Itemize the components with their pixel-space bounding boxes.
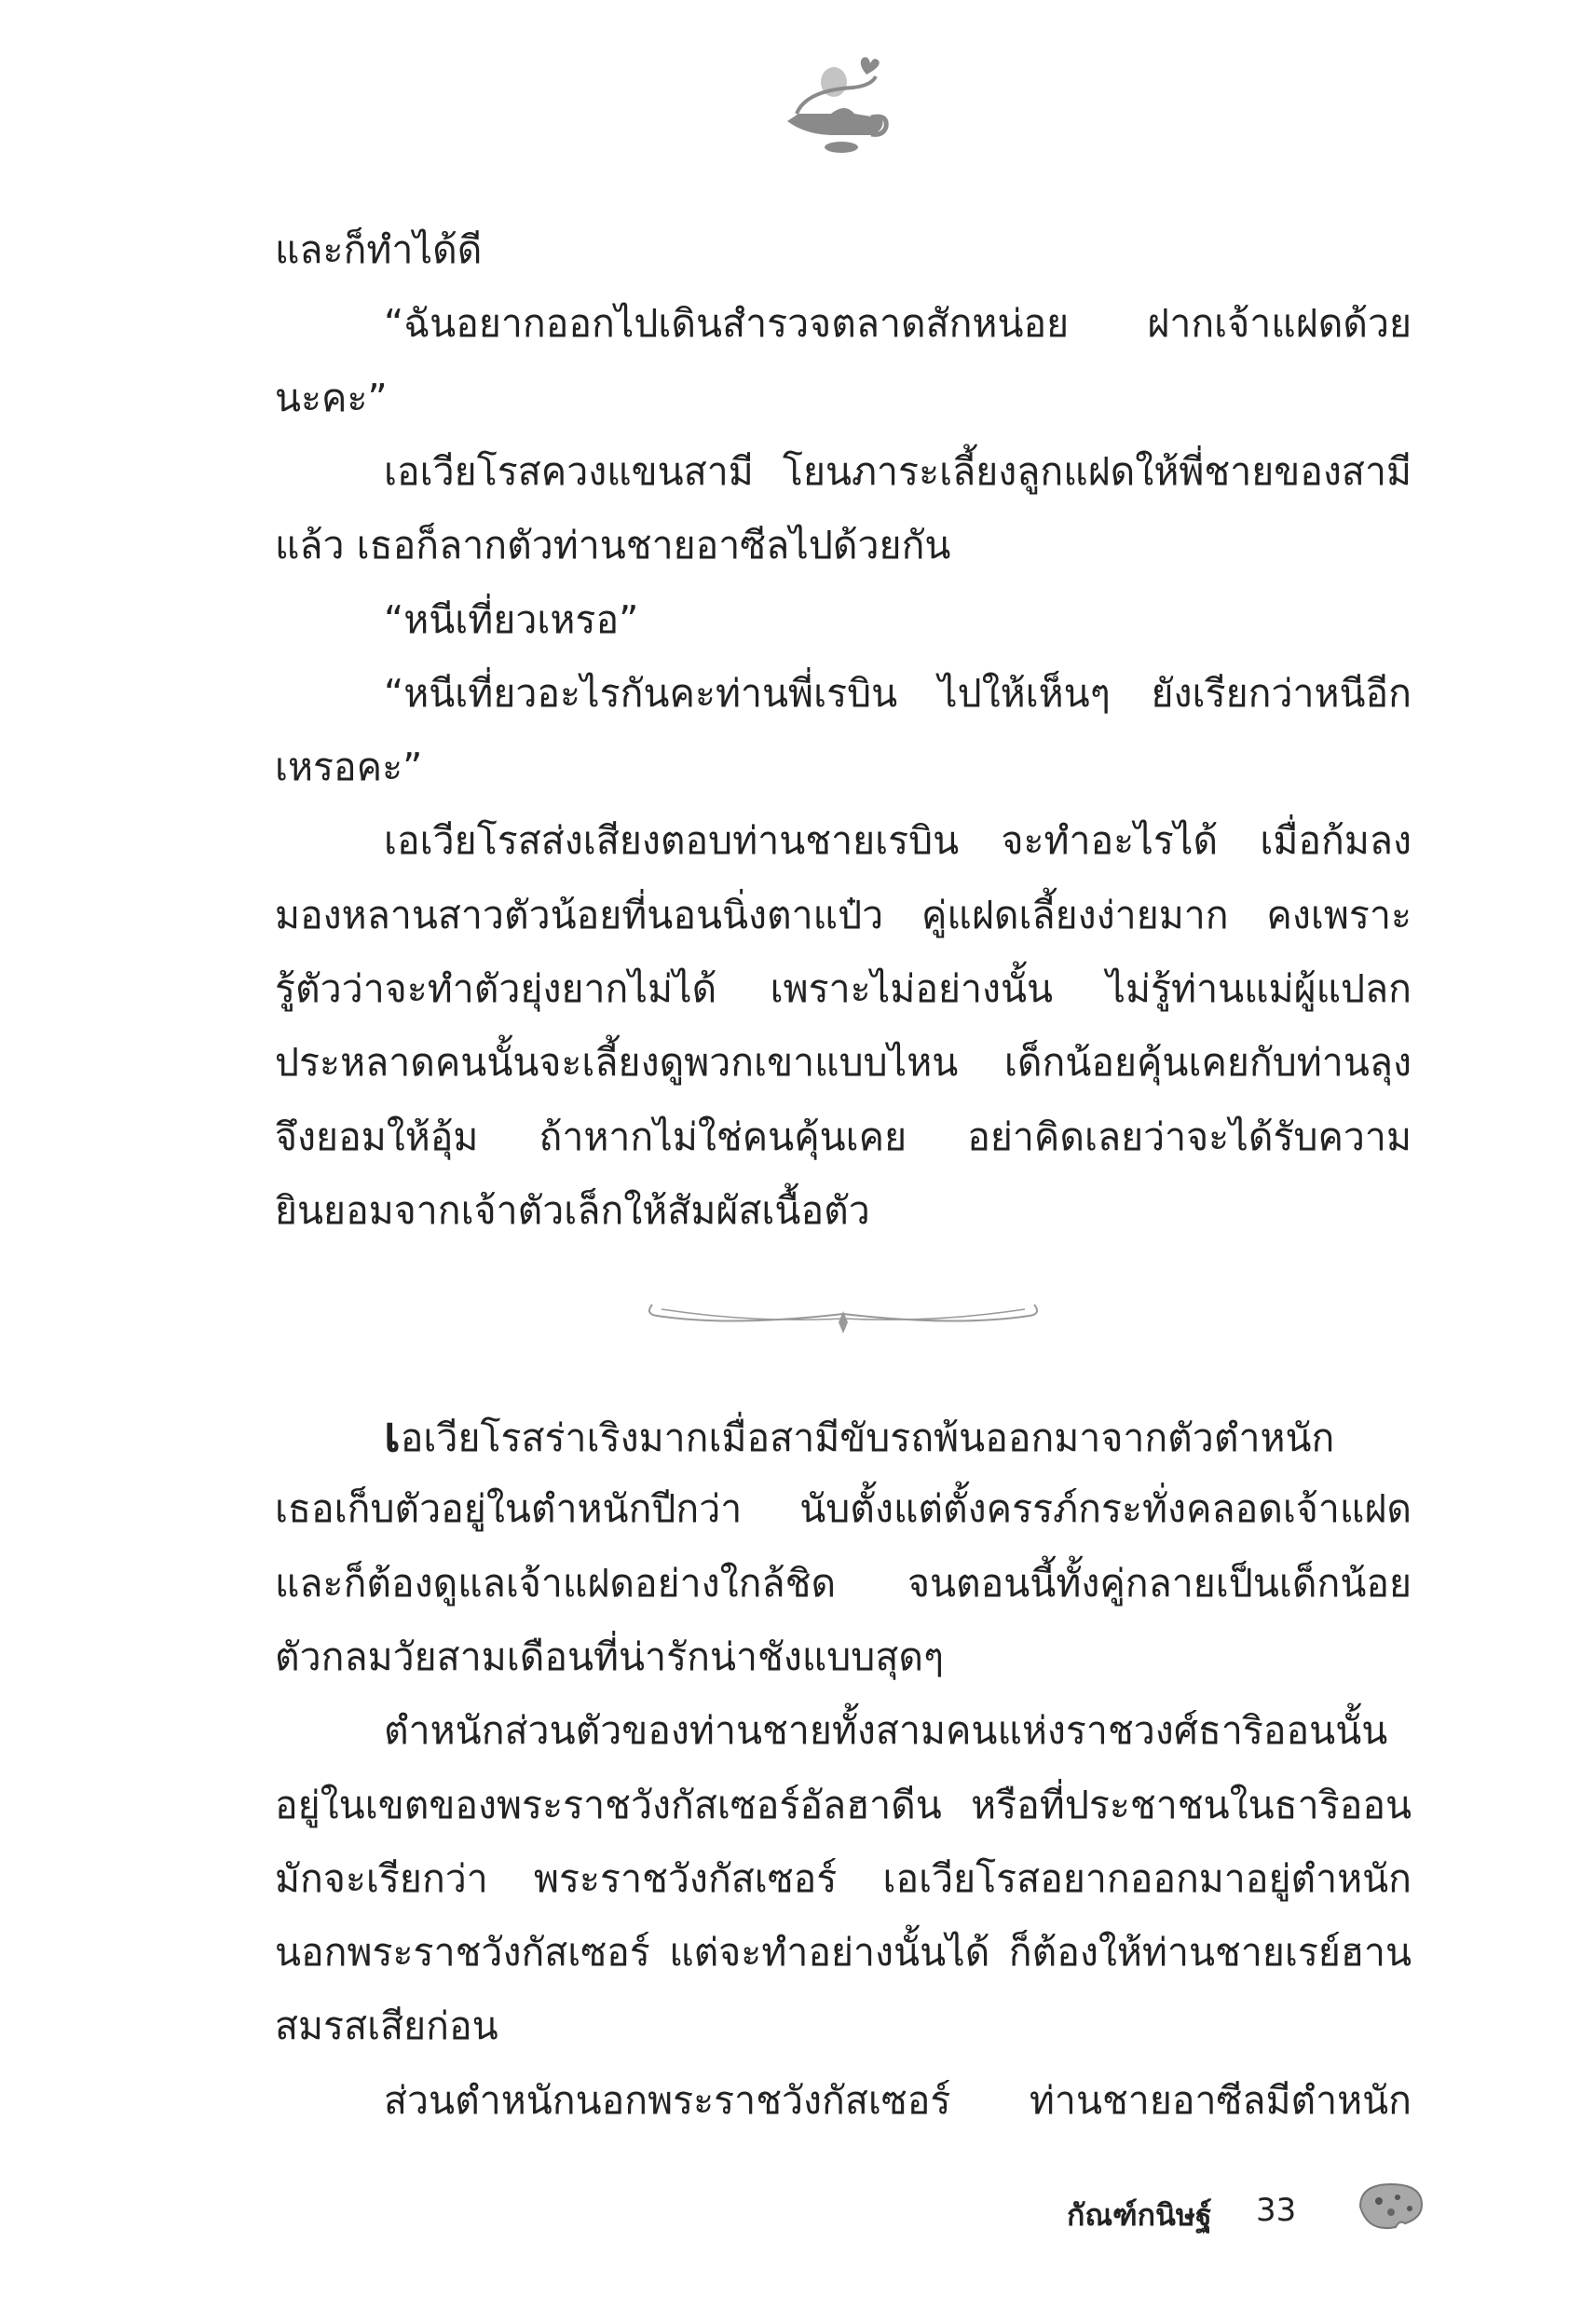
text-line (384, 813, 1412, 868)
text-line (275, 1109, 1412, 1165)
text-line (275, 1481, 1412, 1537)
text-line-content: และก็ทำได้ดี (275, 227, 483, 272)
text-line-content: ส่วนตำหนักนอกพระราชวังกัสเซอร์ ท่านชายอาซีลมีตำหนัก (384, 2077, 1412, 2123)
text-line (275, 1851, 1412, 1907)
text-line-content: มองหลานสาวตัวน้อยที่นอนนิ่งตาแป๋ว คู่แฝดเลี้ยงง่ายมาก คงเพราะ (275, 892, 1412, 937)
text-line (275, 1629, 1412, 1685)
text-line-content: นะคะ” (275, 375, 388, 420)
text-line-content: นอกพระราชวังกัสเซอร์ แต่จะทำอย่างนั้นได้ ก็ต้องให้ท่านชายเรย์ฮาน (275, 1930, 1412, 1976)
text-line (275, 370, 1412, 426)
text-line-content: เอเวียโรสควงแขนสามี โยนภาระเลี้ยงลูกแฝดให้พี่ชายของสามี (384, 448, 1412, 494)
text-line-content: มักจะเรียกว่า พระราชวังกัสเซอร์ เอเวียโรสอยากออกมาอยู่ตำหนัก (275, 1855, 1412, 1901)
text-line (275, 517, 1412, 573)
text-line-content: รู้ตัวว่าจะทำตัวยุ่งยากไม่ได้ เพราะไม่อย่างนั้น ไม่รู้ท่านแม่ผู้แปลก (275, 966, 1412, 1011)
text-line (384, 444, 1412, 499)
text-line (275, 1777, 1412, 1833)
text-line-content: แล้ว เธอก็ลากตัวท่านชายอาซีลไปด้วยกัน (275, 523, 951, 568)
text-line-content: ตัวกลมวัยสามเดือนที่น่ารักน่าชังแบบสุดๆ (275, 1634, 945, 1679)
text-line (384, 665, 1412, 721)
text-line (384, 592, 1412, 648)
text-line (275, 1998, 1412, 2054)
text-line (275, 1034, 1412, 1090)
cookie-icon (1356, 2181, 1425, 2232)
text-line-content: “หนีเที่ยวเหรอ” (384, 596, 639, 642)
text-line (275, 887, 1412, 943)
text-line-content: จึงยอมให้อุ้ม ถ้าหากไม่ใช่คนคุ้นเคย อย่าคิดเลยว่าจะได้รับความ (275, 1114, 1412, 1159)
text-line (275, 961, 1412, 1017)
text-line-content: เหรอคะ” (275, 745, 423, 790)
footer-author-name: กัณฑ์กนิษฐ์ (1067, 2197, 1212, 2233)
text-line (384, 1702, 1412, 1758)
text-line-content: อยู่ในเขตของพระราชวังกัสเซอร์อัลฮาดีน หรือที่ประชาชนในธาริออน (275, 1782, 1412, 1827)
text-line-content: ประหลาดคนนั้นจะเลี้ยงดูพวกเขาแบบไหน เด็กน้อยคุ้นเคยกับท่านลุง (275, 1040, 1412, 1086)
text-line (275, 1924, 1412, 1980)
text-line (384, 2072, 1412, 2128)
cupid-lamp-ornament-icon (778, 56, 899, 158)
text-line (275, 1183, 1412, 1238)
text-line-content: และก็ต้องดูแลเจ้าแฝดอย่างใกล้ชิด จนตอนนี้ทั้งคู่กลายเป็นเด็กน้อย (275, 1560, 1412, 1606)
text-line-content: สมรสเสียก่อน (275, 2003, 498, 2049)
text-line-content: เอเวียโรสส่งเสียงตอบท่านชายเรบิน จะทำอะไรได้ เมื่อก้มลง (384, 818, 1412, 864)
text-line-content: ตำหนักส่วนตัวของท่านชายทั้งสามคนแห่งราชวงศ์ธาริออนนั้น (384, 1708, 1388, 1754)
page-number: 33 (1256, 2192, 1297, 2229)
text-line-content: “ฉันอยากออกไปเดินสำรวจตลาดสักหน่อย ฝากเจ้าแฝดด้วย (384, 301, 1412, 347)
text-line-content: เธอเก็บตัวอยู่ในตำหนักปีกว่า นับตั้งแต่ตั้งครรภ์กระทั่งคลอดเจ้าแฝด (275, 1486, 1412, 1532)
text-line (384, 295, 1412, 351)
drop-cap: เ (384, 1407, 401, 1463)
text-line (275, 1555, 1412, 1611)
text-line (275, 739, 1412, 795)
text-line (275, 222, 1412, 278)
text-line (384, 1407, 1412, 1466)
text-line-content: อเวียโรสร่าเริงมากเมื่อสามีขับรถพ้นออกมาจากตัวตำหนัก (400, 1415, 1335, 1460)
text-line-content: ยินยอมจากเจ้าตัวเล็กให้สัมผัสเนื้อตัว (275, 1187, 870, 1233)
flourish-divider-icon (643, 1291, 1053, 1337)
text-line-content: “หนีเที่ยวอะไรกันคะท่านพี่เรบิน ไปให้เห็นๆ ยังเรียกว่าหนีอีก (384, 670, 1412, 716)
